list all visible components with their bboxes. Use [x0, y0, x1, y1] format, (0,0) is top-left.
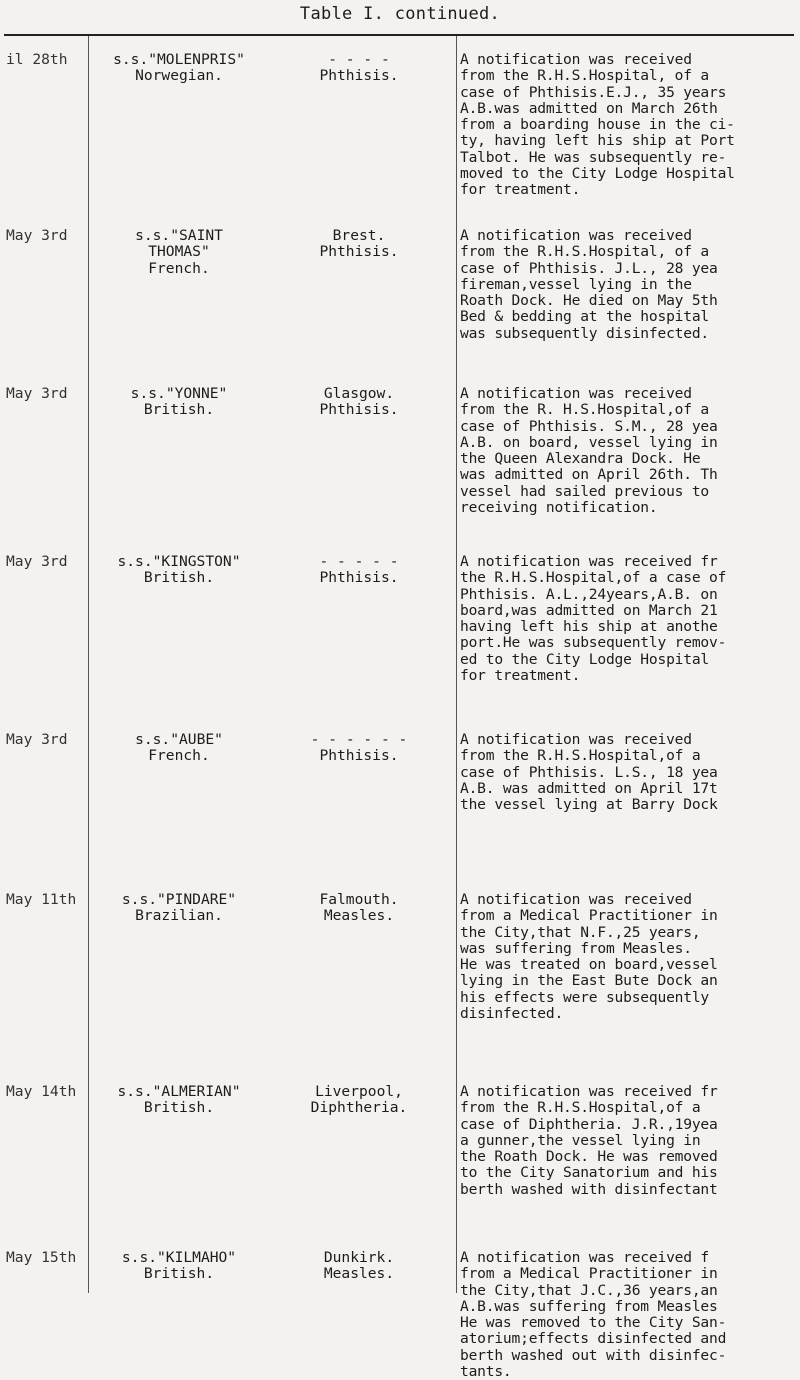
port-disease-cell	[264, 52, 454, 85]
remarks-cell-line: disinfected.	[460, 1006, 564, 1023]
port-disease-cell-line: Liverpool,	[315, 1084, 403, 1100]
vessel-cell	[96, 52, 262, 85]
notifications-table	[4, 34, 794, 1380]
remarks-cell-line: moved to the City Lodge Hospital	[460, 166, 735, 183]
port-disease-cell-line: Diphtheria.	[310, 1100, 408, 1117]
remarks-cell-line: A.B.was admitted on March 26th	[460, 100, 718, 117]
remarks-cell-line: from the R. H.S.Hospital,of a	[460, 402, 709, 419]
remarks-cell-line: A.B. was admitted on April 17t	[460, 780, 718, 797]
remarks-cell-line: Bed & bedding at the hospital	[460, 309, 709, 326]
remarks-cell-line: board,was admitted on March 21	[460, 602, 718, 619]
remarks-cell-line: case of Diphtheria. J.R.,19yea	[460, 1116, 718, 1133]
vessel-cell-line: British.	[143, 402, 215, 419]
remarks-cell-line: A notification was received	[460, 892, 692, 908]
remarks-cell	[460, 386, 794, 516]
port-disease-cell-line: Phthisis.	[319, 402, 399, 419]
remarks-cell-line: A.B. on board, vessel lying in	[460, 434, 718, 451]
vessel-cell-line: British.	[143, 570, 215, 587]
remarks-cell-line: the vessel lying at Barry Dock	[460, 797, 718, 814]
remarks-cell	[460, 1250, 794, 1380]
remarks-cell-line: the City,that J.C.,36 years,an	[460, 1282, 718, 1299]
remarks-cell-line: He was removed to the City San-	[460, 1315, 727, 1332]
port-disease-cell	[264, 386, 454, 419]
remarks-cell-line: A notification was received fr	[460, 554, 718, 570]
remarks-cell-line: case of Phthisis. S.M., 28 yea	[460, 418, 718, 435]
port-disease-cell	[264, 554, 454, 587]
port-disease-cell-line: Glasgow.	[323, 386, 395, 402]
vessel-cell-line: s.s."KINGSTON"	[117, 554, 241, 570]
vessel-cell-line: Norwegian.	[135, 68, 223, 85]
vessel-cell-line: s.s."SAINT	[135, 228, 223, 244]
vessel-cell-line: s.s."YONNE"	[130, 386, 228, 402]
date-cell: May 3rd	[6, 553, 68, 570]
port-disease-cell-line: - - - -	[328, 52, 390, 68]
remarks-cell-line: from a Medical Practitioner in	[460, 908, 718, 925]
column-divider-remarks	[456, 36, 457, 1293]
vessel-cell-line: s.s."MOLENPRIS"	[113, 52, 245, 68]
remarks-cell	[460, 228, 794, 342]
remarks-cell-line: A notification was received	[460, 386, 692, 402]
port-disease-cell	[264, 1084, 454, 1117]
port-disease-cell-line: - - - - -	[319, 554, 399, 570]
vessel-cell-line: s.s."ALMERIAN"	[117, 1084, 241, 1100]
remarks-cell-line: having left his ship at anothe	[460, 619, 718, 636]
remarks-cell-line: Roath Dock. He died on May 5th	[460, 293, 718, 310]
port-disease-cell-line: Measles.	[323, 1266, 395, 1283]
port-disease-cell-line: Falmouth.	[319, 892, 399, 908]
vessel-cell	[96, 892, 262, 925]
remarks-cell	[460, 554, 794, 684]
remarks-cell-line: lying in the East Bute Dock an	[460, 973, 718, 990]
remarks-cell-line: case of Phthisis. L.S., 18 yea	[460, 764, 718, 781]
vessel-cell-line: s.s."AUBE"	[135, 732, 223, 748]
date-cell: May 15th	[6, 1249, 77, 1266]
column-divider-date	[88, 36, 89, 1293]
remarks-cell-line: atorium;effects disinfected and	[460, 1331, 727, 1348]
vessel-cell-line: Brazilian.	[135, 908, 223, 925]
port-disease-cell	[264, 732, 454, 765]
remarks-cell	[460, 1084, 794, 1198]
page-title: Table I. continued.	[299, 4, 501, 24]
vessel-cell	[96, 1084, 262, 1117]
date-cell: May 3rd	[6, 731, 68, 748]
vessel-cell	[96, 732, 262, 765]
remarks-cell-line: A notification was received	[460, 52, 692, 68]
vessel-cell-line: British.	[143, 1100, 215, 1117]
vessel-cell	[96, 554, 262, 587]
remarks-cell-line: Talbot. He was subsequently re-	[460, 149, 727, 166]
port-disease-cell-line: Phthisis.	[319, 68, 399, 85]
remarks-cell-line: A notification was received	[460, 228, 692, 244]
remarks-cell-line: was subsequently disinfected.	[460, 325, 709, 342]
remarks-cell	[460, 892, 794, 1022]
remarks-cell-line: A notification was received	[460, 732, 692, 748]
vessel-cell	[96, 386, 262, 419]
remarks-cell-line: the Roath Dock. He was removed	[460, 1149, 718, 1166]
remarks-cell-line: from the R.H.S.Hospital,of a	[460, 748, 701, 765]
remarks-cell-line: case of Phthisis. J.L., 28 yea	[460, 260, 718, 277]
remarks-cell-line: from the R.H.S.Hospital, of a	[460, 244, 709, 261]
port-disease-cell	[264, 228, 454, 261]
remarks-cell-line: receiving notification.	[460, 500, 658, 517]
remarks-cell-line: tants.	[460, 1364, 512, 1380]
remarks-cell-line: was suffering from Measles.	[460, 940, 692, 957]
remarks-cell	[460, 52, 794, 199]
vessel-cell	[96, 1250, 262, 1283]
remarks-cell-line: Phthisis. A.L.,24years,A.B. on	[460, 586, 718, 603]
remarks-cell-line: A notification was received fr	[460, 1084, 718, 1100]
remarks-cell-line: from the R.H.S.Hospital, of a	[460, 68, 709, 85]
port-disease-cell	[264, 892, 454, 925]
remarks-cell-line: fireman,vessel lying in the	[460, 276, 692, 293]
remarks-cell-line: from the R.H.S.Hospital,of a	[460, 1100, 701, 1117]
remarks-cell-line: vessel had sailed previous to	[460, 483, 709, 500]
date-cell: May 3rd	[6, 227, 68, 244]
vessel-cell-line: s.s."PINDARE"	[121, 892, 237, 908]
port-disease-cell	[264, 1250, 454, 1283]
remarks-cell-line: case of Phthisis.E.J., 35 years	[460, 84, 727, 101]
remarks-cell-line: ed to the City Lodge Hospital	[460, 651, 709, 668]
vessel-cell-line: s.s."KILMAHO"	[121, 1250, 237, 1266]
remarks-cell-line: was admitted on April 26th. Th	[460, 467, 718, 484]
port-disease-cell-line: Measles.	[323, 908, 395, 925]
remarks-cell-line: for treatment.	[460, 182, 581, 199]
date-cell: May 14th	[6, 1083, 77, 1100]
vessel-cell	[96, 228, 262, 277]
remarks-cell-line: to the City Sanatorium and his	[460, 1165, 718, 1182]
remarks-cell-line: from a Medical Practitioner in	[460, 1266, 718, 1283]
remarks-cell	[460, 732, 794, 813]
remarks-cell-line: berth washed with disinfectant	[460, 1181, 718, 1198]
remarks-cell-line: A notification was received f	[460, 1250, 709, 1266]
remarks-cell-line: ty, having left his ship at Port	[460, 133, 735, 150]
port-disease-cell-line: Phthisis.	[319, 570, 399, 587]
remarks-cell-line: the Queen Alexandra Dock. He	[460, 451, 701, 468]
remarks-cell-line: the R.H.S.Hospital,of a case of	[460, 570, 727, 587]
port-disease-cell-line: - - - - - -	[310, 732, 408, 748]
port-disease-cell-line: Brest.	[332, 228, 386, 244]
vessel-cell-line: British.	[143, 1266, 215, 1283]
port-disease-cell-line: Phthisis.	[319, 748, 399, 765]
remarks-cell-line: for treatment.	[460, 668, 581, 685]
remarks-cell-line: the City,that N.F.,25 years,	[460, 924, 701, 941]
port-disease-cell-line: Dunkirk.	[323, 1250, 395, 1266]
date-cell: May 3rd	[6, 385, 68, 402]
date-cell: May 11th	[6, 891, 77, 908]
remarks-cell-line: A.B.was suffering from Measles	[460, 1298, 718, 1315]
vessel-cell-line: THOMAS"	[148, 244, 210, 261]
remarks-cell-line: berth washed out with disinfec-	[460, 1347, 727, 1364]
remarks-cell-line: his effects were subsequently	[460, 989, 709, 1006]
port-disease-cell-line: Phthisis.	[319, 244, 399, 261]
date-cell: il 28th	[6, 51, 68, 68]
remarks-cell-line: port.He was subsequently remov-	[460, 635, 727, 652]
vessel-cell-line: French.	[148, 260, 210, 277]
remarks-cell-line: a gunner,the vessel lying in	[460, 1132, 701, 1149]
remarks-cell-line: from a boarding house in the ci-	[460, 117, 735, 134]
vessel-cell-line: French.	[148, 748, 210, 765]
remarks-cell-line: He was treated on board,vessel	[460, 957, 718, 974]
